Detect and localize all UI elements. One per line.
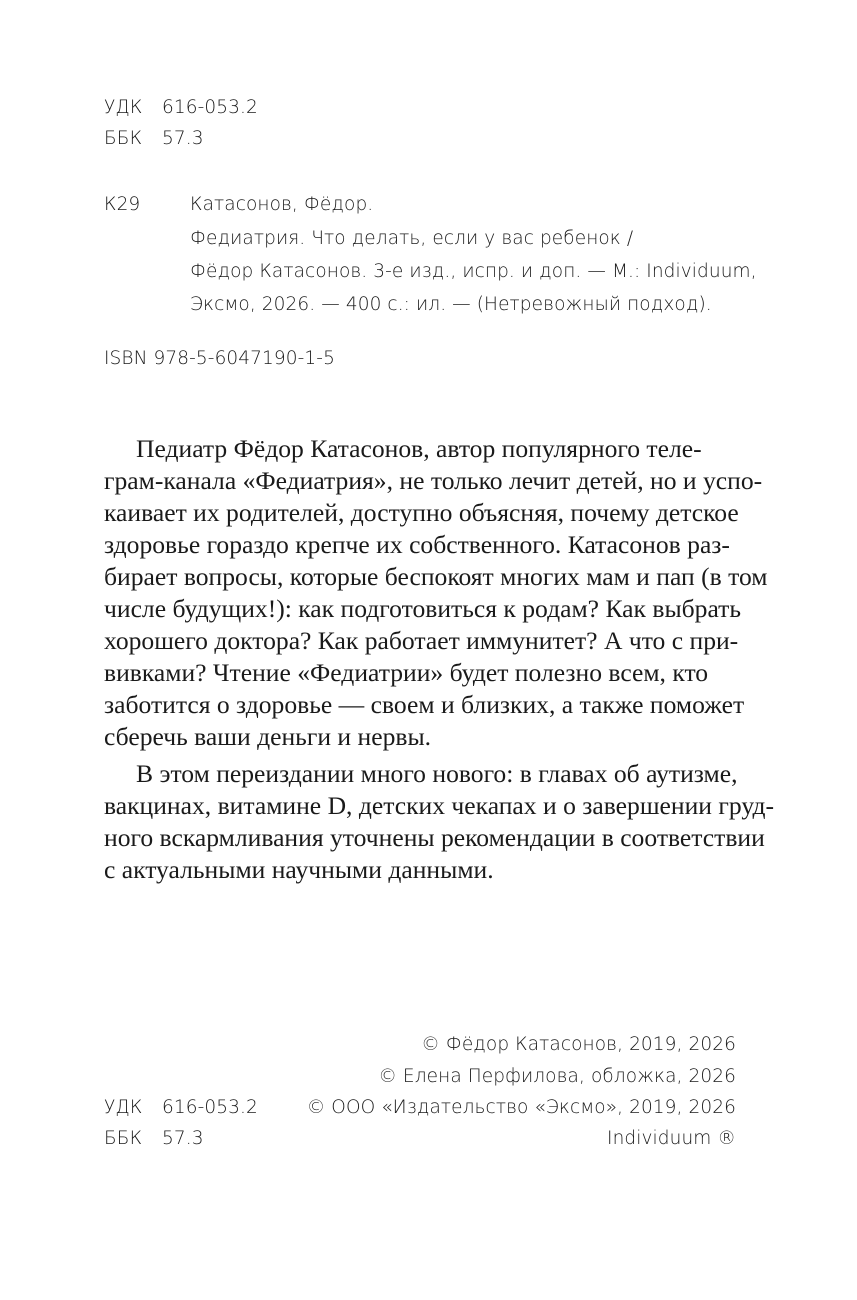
udk-label: УДК — [104, 97, 143, 118]
catalog-line-1: Катасонов, Фёдор. — [190, 194, 374, 215]
bbk-bottom — [104, 1128, 204, 1149]
catalog-line-4: Эксмо, 2026. — 400 с.: ил. — (Нетревожный подход). — [190, 294, 712, 315]
bbk-top — [104, 128, 204, 149]
annotation-p1-line-5: бирает вопросы, которые беспокоят многих мам и пап (в том — [104, 562, 768, 591]
annotation-p1-line-8: вивками? Чтение «Федиатрии» будет полезно всем, кто — [104, 658, 709, 687]
udk-bottom — [104, 1097, 258, 1118]
udk-label: УДК — [104, 1097, 143, 1118]
udk-value: 616-053.2 — [162, 97, 258, 118]
copyright-author: © Фёдор Катасонов, 2019, 2026 — [421, 1034, 736, 1055]
bbk-value: 57.3 — [162, 1128, 204, 1149]
udk-top — [104, 97, 258, 118]
annotation-p2-line-2: вакцинах, витамине D, детских чекапах и о завершении груд- — [104, 791, 775, 820]
copyright-publisher: © ООО «Издательство «Эксмо», 2019, 2026 — [306, 1097, 736, 1118]
annotation-p1-line-1: Педиатр Фёдор Катасонов, автор популярного теле- — [136, 434, 702, 463]
catalog-line-3: Фёдор Катасонов. 3-е изд., испр. и доп. — М.: Individuum, — [190, 261, 757, 282]
bbk-label: ББК — [104, 128, 143, 149]
udk-value: 616-053.2 — [162, 1097, 258, 1118]
copyright-imprint: Individuum ® — [607, 1128, 736, 1149]
bbk-label: ББК — [104, 1128, 143, 1149]
annotation-p1-line-9: заботится о здоровье — своем и близких, а также поможет — [104, 690, 745, 719]
annotation-p1-line-2: грам-канала «Федиатрия», не только лечит детей, но и успо- — [104, 466, 763, 495]
bbk-value: 57.3 — [162, 128, 204, 149]
annotation-p1-line-10: сберечь ваши деньги и нервы. — [104, 722, 432, 751]
annotation-p1-line-4: здоровье гораздо крепче их собственного. Катасонов раз- — [104, 530, 730, 559]
annotation-p2-line-4: с актуальными научными данными. — [104, 855, 494, 884]
annotation-p1-line-7: хорошего доктора? Как работает иммунитет? А что с при- — [104, 626, 739, 655]
annotation-p1-line-3: каивает их родителей, доступно объясняя, почему детское — [104, 498, 739, 527]
copyright-cover: © Елена Перфилова, обложка, 2026 — [378, 1066, 736, 1087]
annotation-p2-line-3: ного вскармливания уточнены рекомендации в соответствии — [104, 823, 765, 852]
isbn: ISBN 978-5-6047190-1-5 — [104, 348, 335, 369]
annotation-p2-line-1: В этом переиздании много нового: в главах об аутизме, — [136, 759, 738, 788]
annotation-p1-line-6: числе будущих!): как подготовиться к родам? Как выбрать — [104, 594, 742, 623]
catalog-line-2: Федиатрия. Что делать, если у вас ребенок / — [190, 228, 634, 249]
catalog-code: К29 — [104, 194, 141, 215]
